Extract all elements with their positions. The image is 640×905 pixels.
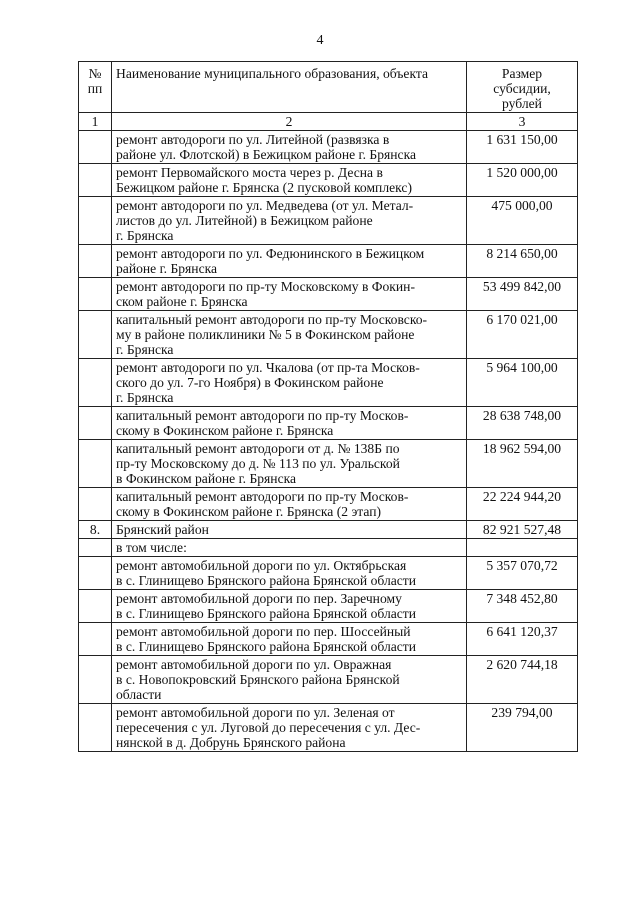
- table-row: [79, 407, 578, 440]
- row-number: [79, 704, 112, 752]
- row-name: в том числе:: [112, 539, 467, 557]
- table-row: [79, 311, 578, 359]
- table-row: [79, 131, 578, 164]
- row-name: ремонт Первомайского моста через р. Десна в Бежицком районе г. Брянска (2 пусковой комплекс): [112, 164, 467, 197]
- row-name: ремонт автомобильной дороги по ул. Зеленая от пересечения с ул. Луговой до пересечения с ул. Дес- нянской в д. Добрунь Брянского района: [112, 704, 467, 752]
- row-number: [79, 557, 112, 590]
- row-amount: 28 638 748,00: [467, 407, 578, 440]
- row-number: [79, 656, 112, 704]
- row-name: капитальный ремонт автодороги по пр-ту Москов- скому в Фокинском районе г. Брянска: [112, 407, 467, 440]
- table-row: [79, 704, 578, 752]
- row-number: [79, 623, 112, 656]
- row-amount: 475 000,00: [467, 197, 578, 245]
- table-row: [79, 359, 578, 407]
- row-amount: 7 348 452,80: [467, 590, 578, 623]
- row-amount: 82 921 527,48: [467, 521, 578, 539]
- row-name: ремонт автомобильной дороги по пер. Заречному в с. Глинищево Брянского района Брянской области: [112, 590, 467, 623]
- row-name: капитальный ремонт автодороги по пр-ту Москов- скому в Фокинском районе г. Брянска (2 этап): [112, 488, 467, 521]
- row-number: [79, 131, 112, 164]
- row-amount: 2 620 744,18: [467, 656, 578, 704]
- column-index: 1: [79, 113, 112, 131]
- row-number: [79, 590, 112, 623]
- row-amount: 239 794,00: [467, 704, 578, 752]
- column-index: 3: [467, 113, 578, 131]
- row-amount: 1 520 000,00: [467, 164, 578, 197]
- row-number: 8.: [79, 521, 112, 539]
- row-number: [79, 311, 112, 359]
- table-row: [79, 278, 578, 311]
- row-amount: 6 170 021,00: [467, 311, 578, 359]
- header-number: № пп: [79, 62, 112, 113]
- row-name: ремонт автодороги по ул. Литейной (развязка в районе ул. Флотской) в Бежицком районе г. Брянска: [112, 131, 467, 164]
- row-number: [79, 278, 112, 311]
- row-number: [79, 440, 112, 488]
- row-number: [79, 164, 112, 197]
- row-number: [79, 407, 112, 440]
- row-number: [79, 488, 112, 521]
- header-name: Наименование муниципального образования, объекта: [112, 62, 467, 113]
- table-row: [79, 557, 578, 590]
- table-row: [79, 245, 578, 278]
- row-amount: [467, 539, 578, 557]
- row-name: ремонт автомобильной дороги по пер. Шоссейный в с. Глинищево Брянского района Брянской области: [112, 623, 467, 656]
- row-name: ремонт автодороги по ул. Федюнинского в Бежицком районе г. Брянска: [112, 245, 467, 278]
- row-number: [79, 359, 112, 407]
- row-number: [79, 197, 112, 245]
- row-number: [79, 539, 112, 557]
- table-row: [79, 164, 578, 197]
- table-row: [79, 521, 578, 539]
- row-number: [79, 245, 112, 278]
- table-row: [79, 488, 578, 521]
- row-name: ремонт автомобильной дороги по ул. Октябрьская в с. Глинищево Брянского района Брянской области: [112, 557, 467, 590]
- row-name: ремонт автодороги по пр-ту Московскому в Фокин- ском районе г. Брянска: [112, 278, 467, 311]
- row-amount: 1 631 150,00: [467, 131, 578, 164]
- row-name: ремонт автодороги по ул. Медведева (от ул. Метал- листов до ул. Литейной) в Бежицком районе г. Брянска: [112, 197, 467, 245]
- table-header-row: [79, 62, 578, 113]
- table-row: [79, 656, 578, 704]
- row-name: капитальный ремонт автодороги по пр-ту Московско- му в районе поликлиники № 5 в Фокинском районе г. Брянска: [112, 311, 467, 359]
- subsidy-table: [78, 61, 578, 752]
- row-amount: 5 357 070,72: [467, 557, 578, 590]
- row-amount: 22 224 944,20: [467, 488, 578, 521]
- column-index-row: [79, 113, 578, 131]
- table-row: [79, 623, 578, 656]
- row-amount: 53 499 842,00: [467, 278, 578, 311]
- header-amount: Размер субсидии, рублей: [467, 62, 578, 113]
- row-name: ремонт автодороги по ул. Чкалова (от пр-та Москов- ского до ул. 7-го Ноября) в Фокинском районе г. Брянска: [112, 359, 467, 407]
- table-row: [79, 590, 578, 623]
- row-name: ремонт автомобильной дороги по ул. Овражная в с. Новопокровский Брянского района Брянской области: [112, 656, 467, 704]
- row-name: Брянский район: [112, 521, 467, 539]
- row-amount: 5 964 100,00: [467, 359, 578, 407]
- table-row: [79, 539, 578, 557]
- row-amount: 18 962 594,00: [467, 440, 578, 488]
- page-number: 4: [316, 33, 324, 48]
- column-index: 2: [112, 113, 467, 131]
- row-amount: 8 214 650,00: [467, 245, 578, 278]
- row-name: капитальный ремонт автодороги от д. № 138Б по пр-ту Московскому до д. № 113 по ул. Уральской в Фокинском районе г. Брянска: [112, 440, 467, 488]
- table-row: [79, 197, 578, 245]
- table-row: [79, 440, 578, 488]
- row-amount: 6 641 120,37: [467, 623, 578, 656]
